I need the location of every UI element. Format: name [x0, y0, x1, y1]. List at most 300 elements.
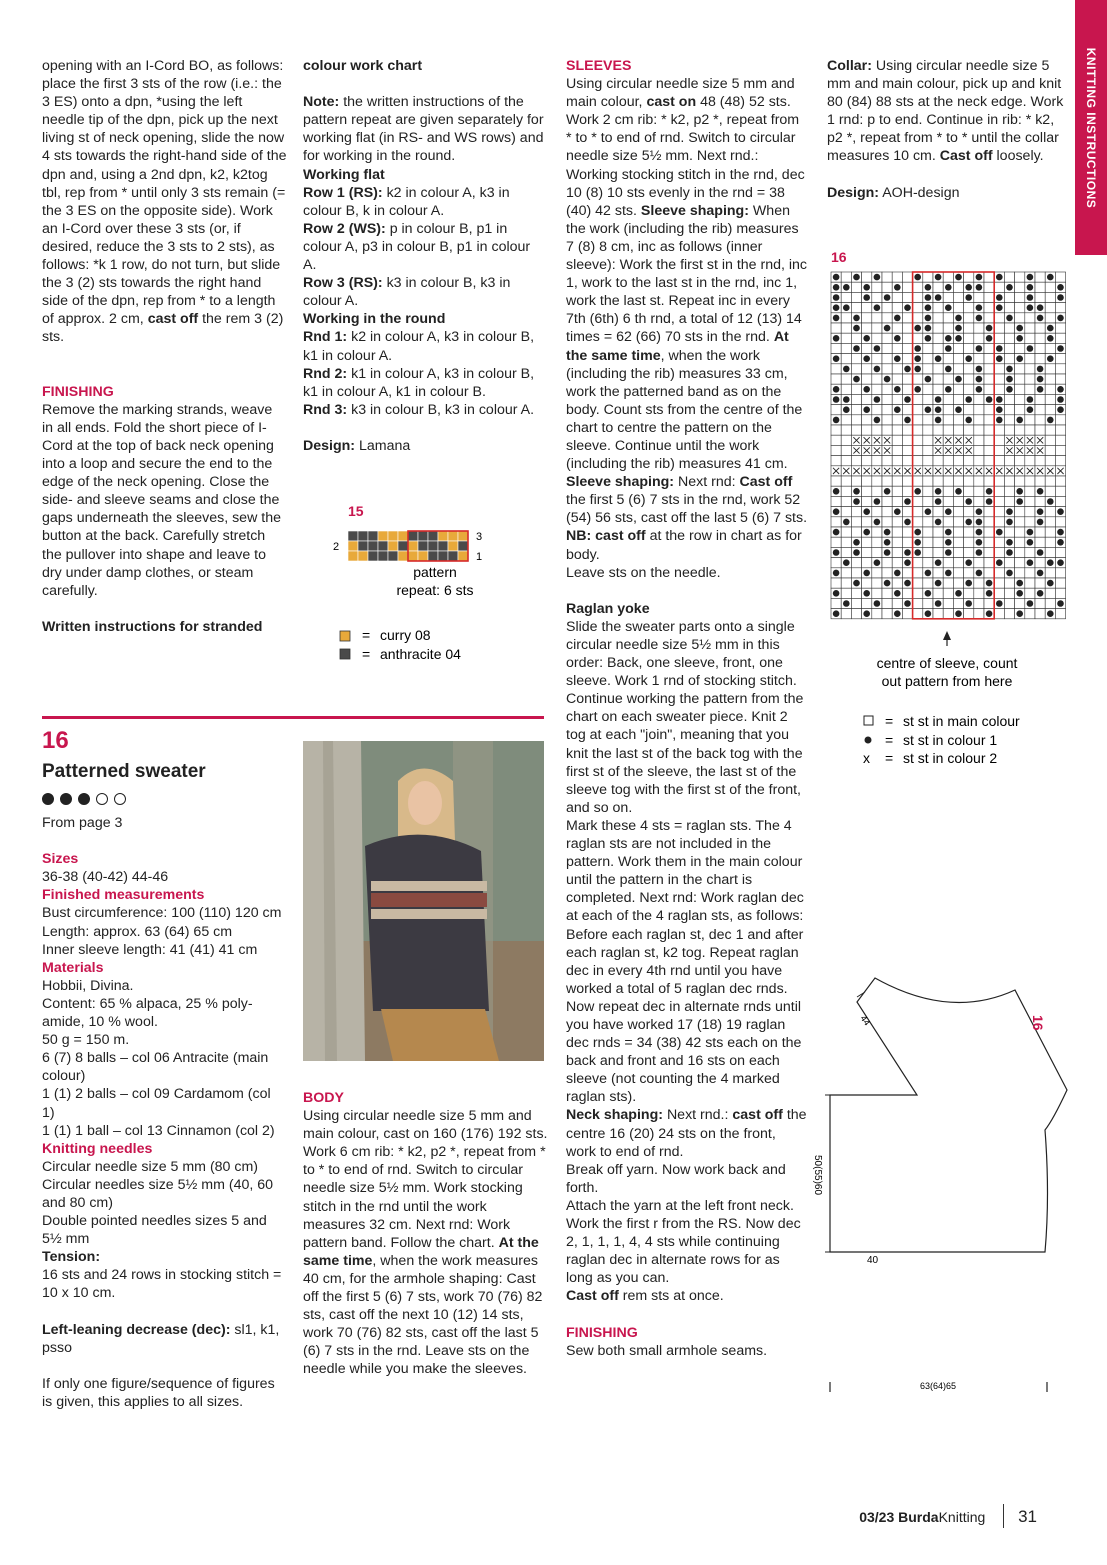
chart-16-dot: [914, 274, 921, 281]
chart-16-cell: [841, 292, 851, 302]
chart-16-cell: [1015, 537, 1025, 547]
chart-16-dot: [986, 325, 993, 332]
legend-colour2-icon: x: [863, 750, 870, 766]
chart-16-dot: [1037, 366, 1044, 373]
chart-16-cell: [1015, 568, 1025, 578]
chart-16-dot: [935, 600, 942, 607]
chart-16-dot: [833, 590, 840, 597]
chart-16-dot: [833, 417, 840, 424]
tension-text: 16 sts and 24 rows in stocking stitch = 10 x 10 cm.: [42, 1267, 282, 1302]
chart-16-dot: [925, 508, 932, 515]
chart-16-cell: [882, 476, 892, 486]
chart-16-dot: [1027, 345, 1034, 352]
chart-16-cell: [841, 568, 851, 578]
chart-16-cell: [1015, 394, 1025, 404]
chart-16-cell: [862, 272, 872, 282]
chart-16-cell: [841, 425, 851, 435]
chart-16-cell: [984, 537, 994, 547]
chart-16-cell: [831, 425, 841, 435]
chart-16-dot: [833, 315, 840, 322]
chart-16-dot: [1006, 570, 1013, 577]
chart-16-cell: [984, 272, 994, 282]
chart-15-cell: [368, 551, 378, 561]
chart-16-dot: [1037, 519, 1044, 526]
legend-anthracite-label: anthracite 04: [380, 646, 461, 662]
body-text: Using circular needle size 5 mm and main colour, cast on 160 (176) 192 sts. Work 6 cm rib: * k2, p2 *, repeat from * to * to end of rnd. Switch to circular needle size 5½ mm. Work stocking stitch in the rnd until the work measures 32 cm. Next rnd: Work pattern band. Follow the chart. At the same time, when the work measures 40 cm, for the armhole shaping: Cast off the first 5 (6) 7 sts, work 70 (76) 82 sts, cast off the next 10 (12) 14 sts, work 70 (76) 82 sts, cast off the last 5 (6) 7 sts in the rnd. Leave sts on the needle while you make the sleeves.: [303, 1108, 548, 1378]
chart-15-cell: [348, 531, 358, 541]
chart-16-dot: [904, 366, 911, 373]
raglan-text-4: Break off yarn. Now work back and forth.: [566, 1161, 786, 1196]
chart-16-dot: [833, 304, 840, 311]
chart-16-cell: [882, 333, 892, 343]
chart-16-cell: [984, 527, 994, 537]
chart-16-cell: [1004, 323, 1014, 333]
chart-16-cell: [902, 486, 912, 496]
svg-text:=: =: [885, 732, 894, 748]
chart-16-dot: [874, 559, 881, 566]
chart-16-cell: [923, 456, 933, 466]
chart-15-grid: [348, 531, 468, 561]
chart-16-cell: [953, 425, 963, 435]
needles-heading: Knitting needles: [42, 1140, 153, 1157]
chart-16-cell: [913, 303, 923, 313]
chart-16-cell: [933, 333, 943, 343]
chart-16-cell: [974, 354, 984, 364]
svg-text:=: =: [885, 750, 894, 766]
chart-16-dot: [945, 549, 952, 556]
chart-16-dot: [853, 376, 860, 383]
chart-16-cell: [984, 384, 994, 394]
chart-16-dot: [874, 600, 881, 607]
chart-16-dot: [945, 539, 952, 546]
chart-16-cell: [1004, 456, 1014, 466]
chart-16-cell: [902, 405, 912, 415]
chart-16-dot: [925, 294, 932, 301]
chart-16-cell: [953, 384, 963, 394]
chart-15-cell: [438, 551, 448, 561]
chart-16-cell: [953, 517, 963, 527]
chart-16-cell: [1025, 456, 1035, 466]
chart-16-cell: [1045, 598, 1055, 608]
chart-16-dot: [955, 315, 962, 322]
chart-16-dot: [965, 519, 972, 526]
chart-16-cell: [964, 333, 974, 343]
chart-16-cell: [913, 496, 923, 506]
chart-16-cell: [872, 323, 882, 333]
chart-15-cell: [368, 541, 378, 551]
chart-16-cell: [902, 476, 912, 486]
chart-16-cell: [1035, 272, 1045, 282]
sleeves-heading: SLEEVES: [566, 58, 632, 74]
chart-16-dot: [1047, 274, 1054, 281]
chart-16-cell: [902, 537, 912, 547]
chart-16-cell: [1015, 384, 1025, 394]
chart-16-dot: [1027, 600, 1034, 607]
chart-16-cell: [831, 343, 841, 353]
chart-16-dot: [976, 345, 983, 352]
chart-16-dot: [925, 590, 932, 597]
chart-16-cell: [943, 456, 953, 466]
chart-16-dot: [965, 559, 972, 566]
chart-16-cell: [851, 476, 861, 486]
chart-16-cell: [851, 517, 861, 527]
chart-16-cell: [831, 476, 841, 486]
chart-16-dot: [853, 315, 860, 322]
chart-16-cell: [953, 415, 963, 425]
neck-shaping: Neck shaping: Next rnd.: cast off the centre 16 (20) 24 sts on the front, work to end of rnd.: [566, 1107, 807, 1160]
chart-16-dot: [925, 406, 932, 413]
chart-16-cell: [902, 354, 912, 364]
chart-16-dot: [914, 355, 921, 362]
chart-16-cell: [851, 558, 861, 568]
chart-16-cell: [933, 323, 943, 333]
chart-16-cell: [862, 578, 872, 588]
chart-16-cell: [1055, 323, 1065, 333]
chart-16-cell: [862, 343, 872, 353]
chart-16-cell: [892, 303, 902, 313]
chart-16-cell: [1025, 384, 1035, 394]
chart-16-dot: [1057, 406, 1064, 413]
chart-16-cell: [953, 476, 963, 486]
collar-text: Collar: Using circular needle size 5 mm and main colour, pick up and knit 80 (84) 88 sts at the neck edge. Work 1 rnd: p to end. Continue in rib: * k2, p2 *, repeat from * to * until the collar measures 10 cm. Cast off loosely.: [827, 58, 1064, 165]
body-heading: BODY: [303, 1090, 344, 1106]
decrease-note: Left-leaning decrease (dec): sl1, k1, psso: [42, 1321, 280, 1356]
chart-16-cell: [923, 354, 933, 364]
page-footer: [859, 1504, 1037, 1527]
finished-heading: Finished measurements: [42, 887, 205, 904]
chart-16-dot: [996, 406, 1003, 413]
raglan-heading: Raglan yoke: [566, 600, 650, 617]
chart-16-dot: [1057, 345, 1064, 352]
chart-16-dot: [976, 519, 983, 526]
chart-16-dot: [925, 610, 932, 617]
chart-16-dot: [976, 549, 983, 556]
chart-16-cell: [1015, 292, 1025, 302]
chart-16-cell: [923, 415, 933, 425]
chart-16-cell: [1025, 425, 1035, 435]
footer-brand: Burda: [898, 1509, 939, 1525]
chart-16-cell: [872, 537, 882, 547]
chart-15-cell: [398, 551, 408, 561]
chart-16-cell: [1025, 609, 1035, 619]
chart-16-cell: [964, 323, 974, 333]
chart-16-cell: [831, 558, 841, 568]
chart-16-dot: [976, 366, 983, 373]
chart-16-cell: [841, 588, 851, 598]
chart-16-cell: [984, 374, 994, 384]
chart-16-cell: [902, 588, 912, 598]
chart-16-cell: [984, 435, 994, 445]
chart-16-cell: [974, 609, 984, 619]
chart-16-cell: [923, 343, 933, 353]
chart-16-dot: [1006, 508, 1013, 515]
chart-16-cell: [831, 405, 841, 415]
chart-16-cell: [841, 374, 851, 384]
chart-16-cell: [923, 578, 933, 588]
chart-16-cell: [943, 354, 953, 364]
chart-16-cell: [841, 415, 851, 425]
chart-16-cell: [862, 558, 872, 568]
chart-16-cell: [913, 282, 923, 292]
chart-16-dot: [904, 519, 911, 526]
chart-16-cell: [923, 598, 933, 608]
chart-16-dot: [1047, 335, 1054, 342]
chart-16-cell: [1045, 282, 1055, 292]
chart-16-cell: [1055, 445, 1065, 455]
chart-16-cell: [1004, 333, 1014, 343]
chart-15-cell: [398, 531, 408, 541]
chart-16-dot: [965, 284, 972, 291]
col4-collar: [827, 57, 1069, 202]
chart-16-cell: [1015, 527, 1025, 537]
chart-16-dot: [1027, 396, 1034, 403]
chart-16-cell: [831, 435, 841, 445]
chart-16-dot: [1016, 325, 1023, 332]
chart-16-cell: [1004, 527, 1014, 537]
chart-16-dot: [853, 539, 860, 546]
chart-16-dot: [1027, 559, 1034, 566]
chart-16-cell: [872, 354, 882, 364]
footer-brand-suffix: Knitting: [938, 1509, 986, 1525]
chart-15-cell: [368, 531, 378, 541]
model-photo: [303, 741, 544, 1061]
chart-16-dot: [833, 355, 840, 362]
chart-16-dot: [945, 386, 952, 393]
chart-16-cell: [984, 445, 994, 455]
chart-16-cell: [1055, 517, 1065, 527]
chart-16-dot: [996, 355, 1003, 362]
chart-16-cell: [964, 425, 974, 435]
chart-15-cell: [388, 541, 398, 551]
chart-16-cell: [851, 303, 861, 313]
chart-16-dot: [1057, 529, 1064, 536]
chart-16-dot: [976, 315, 983, 322]
section-divider: [42, 716, 544, 719]
chart-16-cell: [892, 496, 902, 506]
chart-15-cell: [378, 551, 388, 561]
legend-curry-eq: =: [362, 627, 371, 643]
page-number: 31: [1018, 1507, 1037, 1526]
chart-16-dot: [863, 610, 870, 617]
chart-16-cell: [1025, 415, 1035, 425]
chart-16-cell: [851, 425, 861, 435]
chart-16-cell: [892, 292, 902, 302]
chart-16-dot: [884, 325, 891, 332]
chart-16-dot: [1057, 284, 1064, 291]
chart-16-cell: [892, 272, 902, 282]
chart-16-cell: [984, 547, 994, 557]
chart-16-dot: [925, 304, 932, 311]
chart-16-cell: [1004, 405, 1014, 415]
chart-16-cell: [994, 323, 1004, 333]
chart-16-cell: [994, 476, 1004, 486]
chart-16-dot: [874, 274, 881, 281]
chart-16-dot: [945, 304, 952, 311]
chart-15: [330, 500, 550, 670]
chart-16-cell: [1025, 547, 1035, 557]
chart-16-dot: [1057, 396, 1064, 403]
chart-16-dot: [1016, 488, 1023, 495]
chart-16-cell: [933, 364, 943, 374]
chart-16-dot: [894, 284, 901, 291]
chart-15-cell: [358, 541, 368, 551]
chart-16-dot: [1037, 315, 1044, 322]
chart-16-cell: [892, 415, 902, 425]
chart-16-cell: [1015, 374, 1025, 384]
chart-16-dot: [843, 396, 850, 403]
chart-16-dot: [904, 600, 911, 607]
chart-16-cell: [1015, 343, 1025, 353]
chart-16-dot: [976, 539, 983, 546]
chart-16-cell: [974, 456, 984, 466]
chart-15-cell: [408, 531, 418, 541]
chart-16-cell: [964, 456, 974, 466]
chart-16-dot: [1006, 539, 1013, 546]
pattern-title: Patterned sweater: [42, 761, 206, 782]
chart-16-dot: [1047, 559, 1054, 566]
chart-16-cell: [943, 415, 953, 425]
chart-15-cell: [388, 531, 398, 541]
chart-16-cell: [862, 476, 872, 486]
chart-16-cell: [862, 425, 872, 435]
chart-16-dot: [1006, 284, 1013, 291]
chart-16-dot: [914, 345, 921, 352]
chart-16-cell: [862, 547, 872, 557]
chart-16-cell: [1035, 527, 1045, 537]
chart-16-cell: [892, 445, 902, 455]
chart-16-cell: [953, 364, 963, 374]
section-tab-label: KNITTING INSTRUCTIONS: [1084, 47, 1098, 208]
chart-16-cell: [994, 609, 1004, 619]
row2: Row 2 (WS): p in colour B, p1 in colour A, p3 in colour B, p1 in colour A.: [303, 220, 531, 274]
chart-16-cell: [882, 558, 892, 568]
chart-16-cell: [964, 547, 974, 557]
legend-curry-swatch: [340, 631, 350, 641]
chart-16-cell: [1015, 476, 1025, 486]
chart-16-cell: [841, 537, 851, 547]
chart-15-cell: [398, 541, 408, 551]
chart-16-dot: [843, 284, 850, 291]
chart-16-dot: [1016, 355, 1023, 362]
chart-16-cell: [862, 537, 872, 547]
chart-16-dot: [986, 610, 993, 617]
chart-16-cell: [1015, 425, 1025, 435]
chart-16-cell: [1045, 405, 1055, 415]
chart-16-cell: [913, 394, 923, 404]
chart-16-cell: [892, 425, 902, 435]
chart-16-dot: [1057, 539, 1064, 546]
chart-16-cell: [974, 333, 984, 343]
chart-16-dot: [1037, 488, 1044, 495]
svg-text:=: =: [885, 713, 894, 729]
chart-16-cell: [831, 496, 841, 506]
chart-16-cell: [984, 303, 994, 313]
finishing-heading: FINISHING: [42, 383, 114, 400]
chart-16-cell: [841, 476, 851, 486]
chart-16-cell: [943, 313, 953, 323]
chart-16-cell: [1025, 313, 1035, 323]
chart-16-dot: [833, 294, 840, 301]
chart-16-cell: [913, 374, 923, 384]
chart-16-dot: [965, 498, 972, 505]
chart-16-cell: [913, 598, 923, 608]
chart-16-dot: [945, 284, 952, 291]
chart-16-dot: [1027, 304, 1034, 311]
chart-16-cell: [1015, 547, 1025, 557]
chart-16-dot: [925, 335, 932, 342]
chart-16-cell: [994, 507, 1004, 517]
chart-16-cell: [1015, 405, 1025, 415]
materials-heading: Materials: [42, 959, 104, 976]
dim-raglan: 44: [858, 1013, 873, 1028]
chart-16-cell: [984, 282, 994, 292]
chart-16-cell: [923, 272, 933, 282]
chart-16-cell: [994, 496, 1004, 506]
chart-16-cell: [1035, 343, 1045, 353]
chart-15-cell: [418, 541, 428, 551]
chart-16-dot: [955, 335, 962, 342]
chart-16-cell: [984, 354, 994, 364]
chart-16-dot: [935, 488, 942, 495]
chart-16-cell: [933, 568, 943, 578]
chart-16-cell: [882, 384, 892, 394]
chart-16-dot: [914, 386, 921, 393]
chart-16-cell: [892, 558, 902, 568]
chart-16-cell: [1015, 282, 1025, 292]
chart-16-cell: [994, 384, 1004, 394]
sweater-schematic: [805, 970, 1070, 1400]
chart-16-dot: [1037, 570, 1044, 577]
chart-16-cell: [953, 537, 963, 547]
chart-16-cell: [1004, 598, 1014, 608]
chart-16-dot: [935, 580, 942, 587]
chart-16-cell: [882, 415, 892, 425]
chart-16-cell: [831, 374, 841, 384]
chart-16-cell: [1004, 609, 1014, 619]
chart-16-cell: [1035, 405, 1045, 415]
chart-16-cell: [1035, 282, 1045, 292]
col1-top: [42, 57, 287, 636]
chart-16-cell: [974, 425, 984, 435]
chart-16-cell: [882, 272, 892, 282]
chart-16-dot: [904, 396, 911, 403]
chart-16-cell: [1055, 364, 1065, 374]
chart-15-cell: [438, 531, 448, 541]
chart-16-cell: [1055, 496, 1065, 506]
chart-16-cell: [831, 517, 841, 527]
chart-16-cell: [902, 527, 912, 537]
chart-16-cell: [892, 374, 902, 384]
chart-16-cell: [1025, 323, 1035, 333]
chart-16-cell: [1055, 456, 1065, 466]
chart-16-cell: [841, 445, 851, 455]
chart-16-caption-2: out pattern from here: [881, 673, 1013, 689]
chart-16-dot: [843, 406, 850, 413]
chart-16-dot: [976, 570, 983, 577]
from-page: From page 3: [42, 815, 123, 831]
chart-16-cell: [882, 364, 892, 374]
chart-16-cell: [882, 456, 892, 466]
chart-16-cell: [913, 568, 923, 578]
chart-16-cell: [943, 374, 953, 384]
chart-16-cell: [974, 578, 984, 588]
chart-16-cell: [1035, 292, 1045, 302]
chart-16-cell: [1035, 537, 1045, 547]
chart-16-cell: [872, 313, 882, 323]
chart-16-cell: [923, 486, 933, 496]
chart-16-cell: [851, 384, 861, 394]
chart-16-cell: [882, 282, 892, 292]
